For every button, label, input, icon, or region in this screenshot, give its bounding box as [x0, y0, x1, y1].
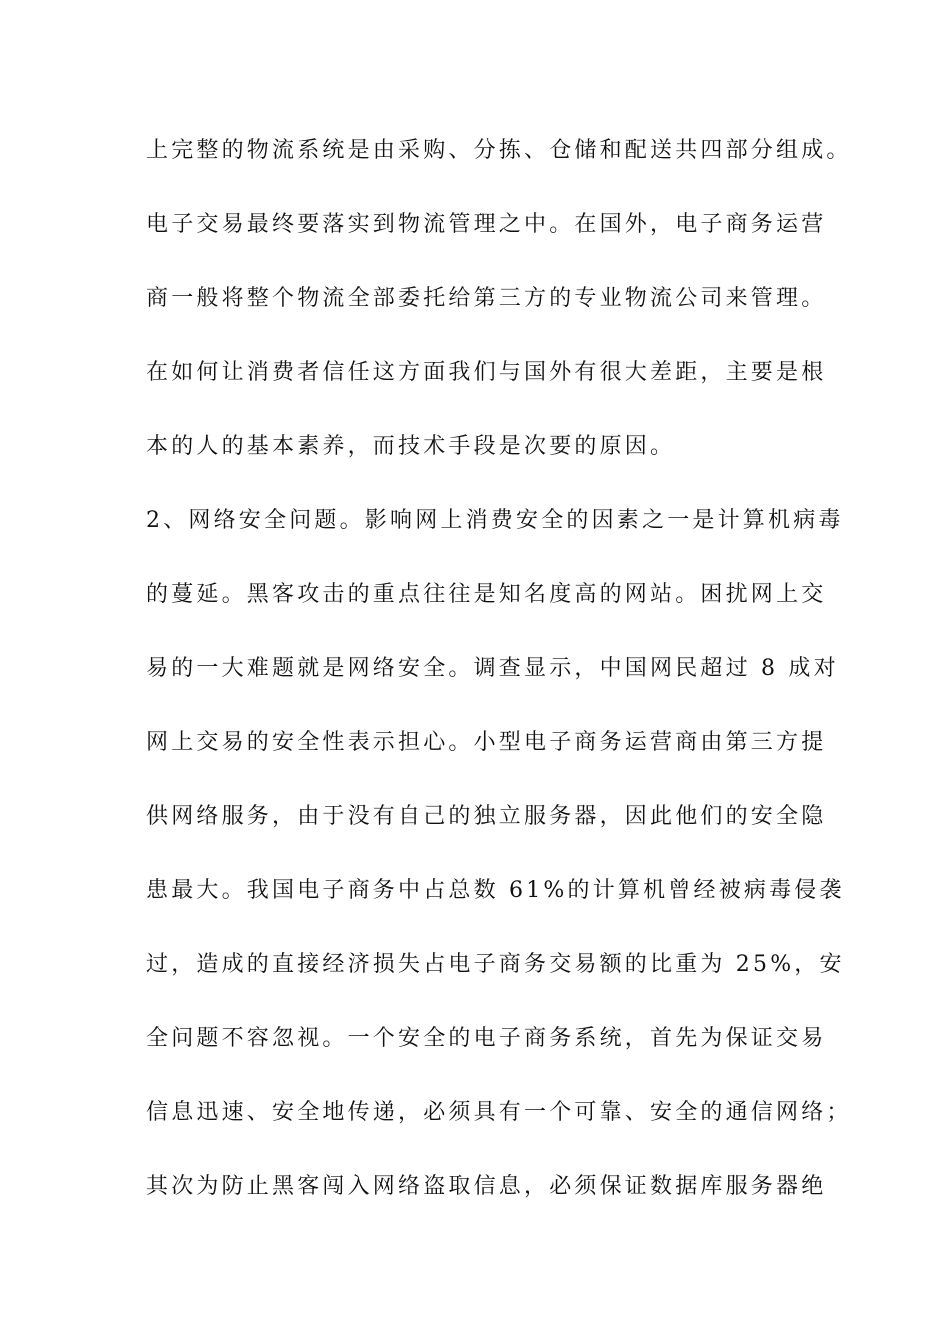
text-line: 全问题不容忽视。一个安全的电子商务系统，首先为保证交易: [146, 1026, 827, 1051]
text-line: 信息迅速、安全地传递，必须具有一个可靠、安全的通信网络；: [146, 1100, 852, 1125]
text-line: 在如何让消费者信任这方面我们与国外有很大差距，主要是根: [146, 360, 827, 385]
text-line: 上完整的物流系统是由采购、分拣、仓储和配送共四部分组成。: [146, 138, 852, 163]
text-line: 供网络服务，由于没有自己的独立服务器，因此他们的安全隐: [146, 804, 827, 829]
text-line: 电子交易最终要落实到物流管理之中。在国外，电子商务运营: [146, 212, 827, 237]
text-line: 的蔓延。黑客攻击的重点往往是知名度高的网站。困扰网上交: [146, 582, 827, 607]
text-line: 易的一大难题就是网络安全。调查显示，中国网民超过 8 成对: [146, 656, 839, 681]
text-line: 患最大。我国电子商务中占总数 61%的计算机曾经被病毒侵袭: [146, 878, 845, 903]
text-line: 其次为防止黑客闯入网络盗取信息，必须保证数据库服务器绝: [146, 1174, 827, 1199]
text-line: 商一般将整个物流全部委托给第三方的专业物流公司来管理。: [146, 286, 827, 311]
text-line: 过，造成的直接经济损失占电子商务交易额的比重为 25%，安: [146, 952, 845, 977]
text-line: 本的人的基本素养，而技术手段是次要的原因。: [146, 434, 676, 459]
text-line: 网上交易的安全性表示担心。小型电子商务运营商由第三方提: [146, 730, 827, 755]
text-line: 2、网络安全问题。影响网上消费安全的因素之一是计算机病毒: [146, 508, 844, 533]
